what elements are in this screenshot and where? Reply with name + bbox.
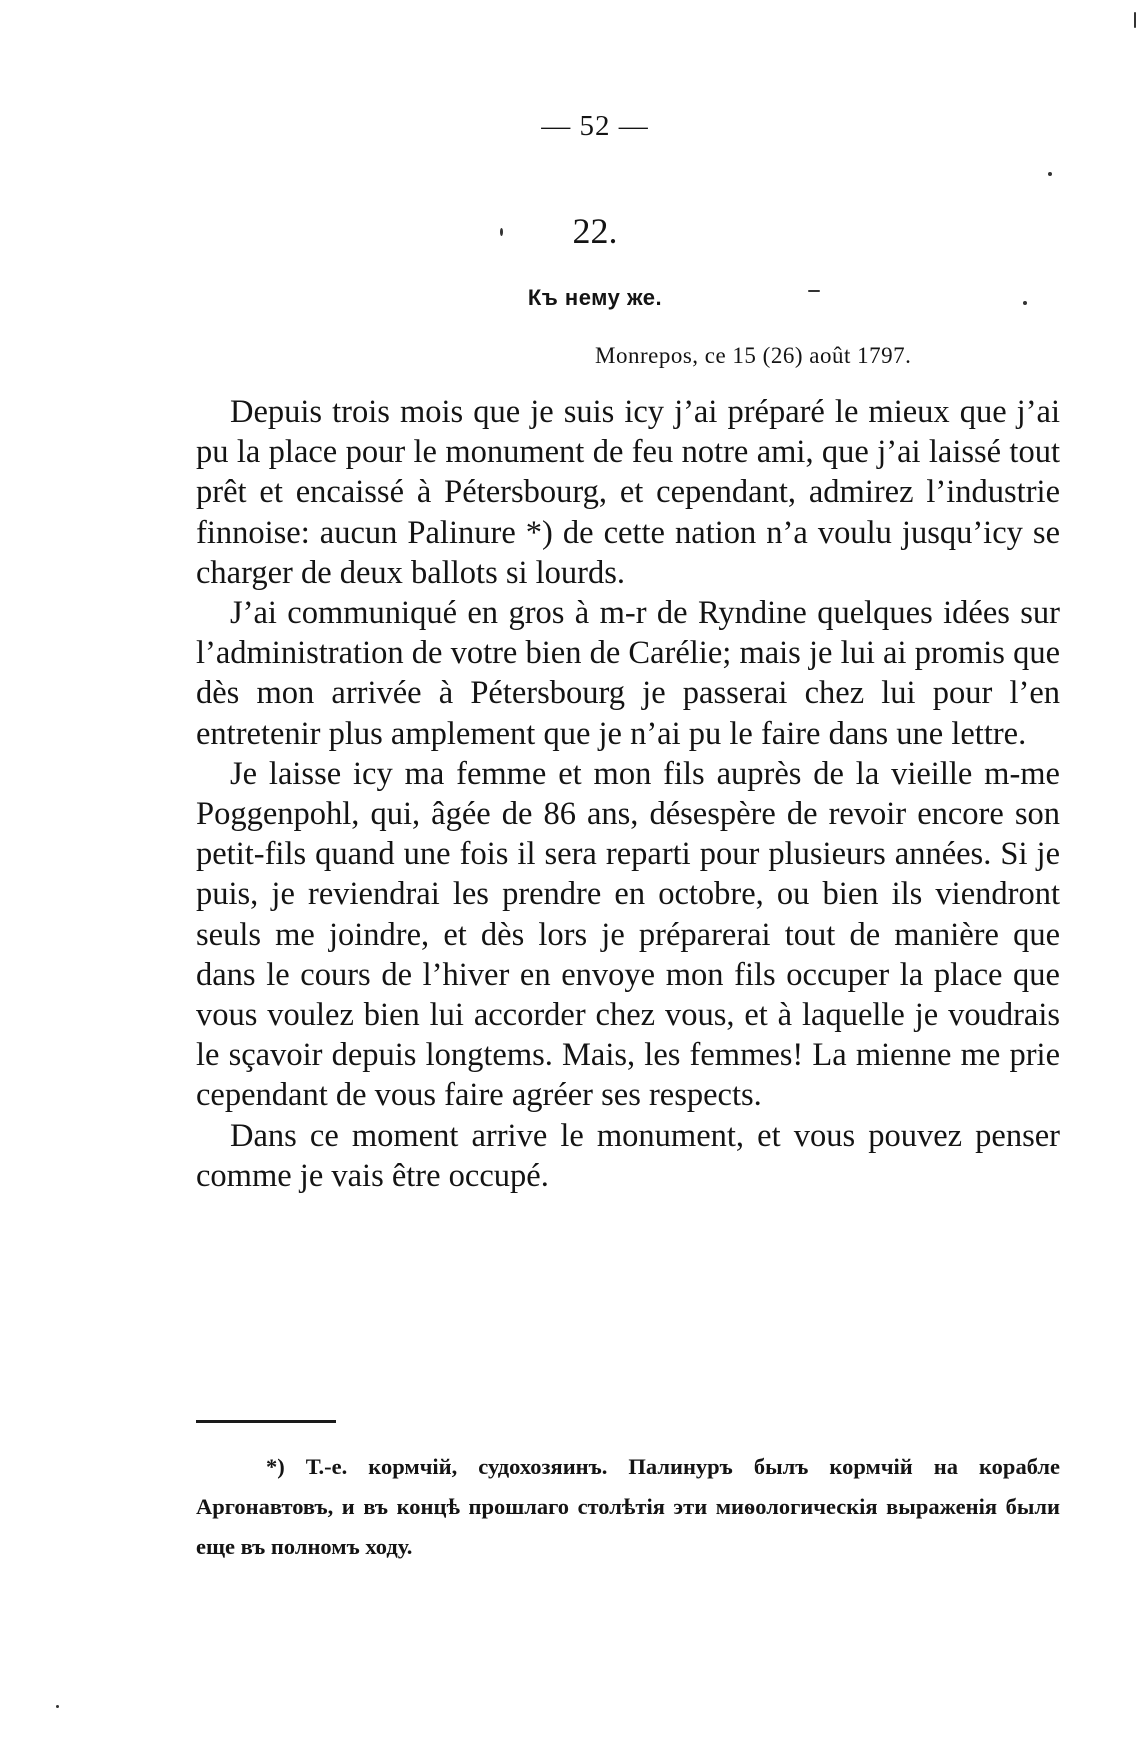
print-speck [500,228,503,236]
print-speck [1134,12,1136,28]
body-paragraph: J’ai communiqué en gros à m-r de Ryndine quelques idées sur l’administration de votre bien de Carélie; mais je lui ai promis que dès mon arrivée à Pétersbourg je passerai chez lui pour l’en entretenir plus amplement que je n’ai pu le faire dans une lettre. [196,595,1060,752]
letter-dateline: Monrepos, ce 15 (26) août 1797. [595,343,912,368]
body-paragraph: Je laisse icy ma femme et mon fils auprès de la vieille m-me Poggenpohl, qui, âgée de 86 ans, désespère de revoir encore son petit-fils quand une fois il sera reparti pour plusieurs années. Si je puis, je reviendrai les prendre en octobre, ou bien ils viendront seuls me joindre, et dès lors je préparerai tout de manière que dans le cours de l’hiver en envoye mon fils occuper la place que vous voulez bien lui accorder chez vous, et à laquelle je voudrais le sçavoir depuis longtems. Mais, les femmes! La mienne me prie cependant de vous faire agréer ses respects. [196,755,1060,1114]
print-speck [1048,172,1052,176]
body-paragraph: Depuis trois mois que je suis icy j’ai préparé le mieux que j’ai pu la place pour le monument de feu notre ami, que j’ai laissé tout prêt et encaissé à Pétersbourg, et cependant, admirez l’industrie finnoise: aucun Palinure *) de cette nation n’a voulu jusqu’icy se charger de deux ballots si lourds. [196,394,1060,591]
footnote [196,1447,1060,1567]
print-speck [808,290,820,292]
body-paragraph: Dans ce moment arrive le monument, et vous pouvez penser comme je vais être occupé. [196,1117,1060,1194]
footnote-text: *) Т.-е. кормчій, судохозяинъ. Палинуръ былъ кормчій на корабле Аргонавтовъ, и въ концѣ прошлаго столѣтія эти миѳологическія выраженія были еще въ полномъ ходу. [196,1454,1060,1559]
letter-body [196,392,1060,1196]
footnote-divider [196,1420,336,1423]
page-number: — 52 — [541,110,649,142]
letter-addressee: Къ нему же. [527,285,663,310]
print-speck [56,1705,59,1708]
letter-number: 22. [572,211,618,251]
print-speck [1023,301,1027,305]
